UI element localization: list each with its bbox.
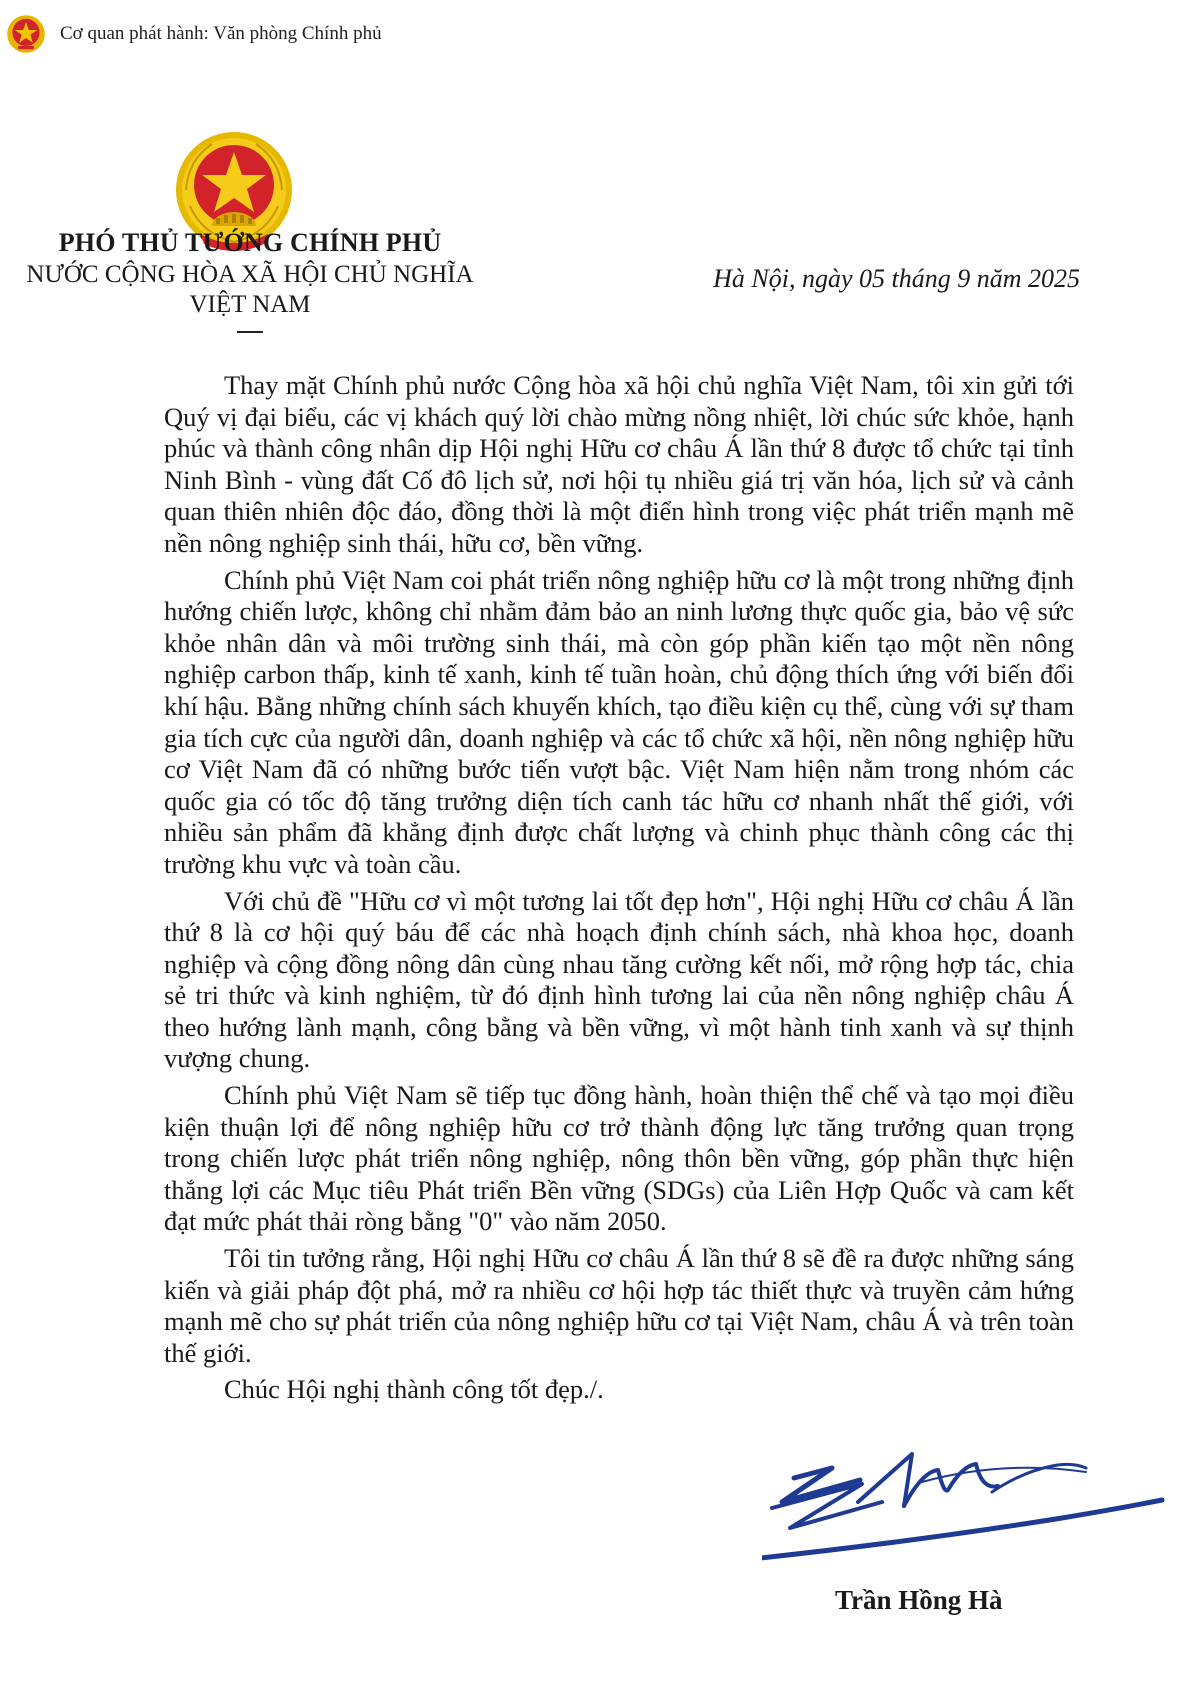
paragraph: Chính phủ Việt Nam coi phát triển nông nghiệp hữu cơ là một trong những định hướng chiến lược, không chỉ nhằm đảm bảo an ninh lương thực quốc gia, bảo vệ sức khỏe nhân dân và môi trường sinh thái, mà còn góp phần kiến tạo một nền nông nghiệp carbon thấp, kinh tế xanh, kinh tế tuần hoàn, chủ động thích ứng với biến đổi khí hậu. Bằng những chính sách khuyến khích, tạo điều kiện cụ thể, cùng với sự tham gia tích cực của người dân, doanh nghiệp và các tổ chức xã hội, nền nông nghiệp hữu cơ Việt Nam đã có những bước tiến vượt bậc. Việt Nam hiện nằm trong nhóm các quốc gia có tốc độ tăng trưởng diện tích canh tác hữu cơ nhanh nhất thế giới, với nhiều sản phẩm đã khẳng định được chất lượng và chinh phục thành công các thị trường khu vực và toàn cầu. (164, 564, 1074, 879)
country-name-line: NƯỚC CỘNG HÒA XÃ HỘI CHỦ NGHĨA (26, 261, 474, 288)
place-date: Hà Nội, ngày 05 tháng 9 năm 2025 (713, 264, 1080, 293)
state-emblem-icon (6, 14, 46, 54)
paragraph: Với chủ đề "Hữu cơ vì một tương lai tốt đẹp hơn", Hội nghị Hữu cơ châu Á lần thứ 8 là cơ hội quý báu để các nhà hoạch định chính sách, nhà khoa học, doanh nghiệp và cộng đồng nông dân cùng nhau tăng cường kết nối, mở rộng hợp tác, chia sẻ tri thức và kinh nghiệm, từ đó định hình tương lai của nền nông nghiệp châu Á theo hướng lành mạnh, công bằng và bền vững, vì một hành tinh xanh và sự thịnh vượng chung. (164, 885, 1074, 1074)
closing-paragraph: Chúc Hội nghị thành công tốt đẹp./. (224, 1374, 604, 1405)
letter-body (164, 370, 1074, 1411)
header-divider (237, 331, 263, 333)
issuing-agency-block (10, 226, 490, 333)
agency-title: PHÓ THỦ TƯỚNG CHÍNH PHỦ (58, 228, 442, 257)
paragraph: Thay mặt Chính phủ nước Cộng hòa xã hội chủ nghĩa Việt Nam, tôi xin gửi tới Quý vị đại biểu, các vị khách quý lời chào mừng nồng nhiệt, lời chúc sức khỏe, hạnh phúc và thành công nhân dịp Hội nghị Hữu cơ châu Á lần thứ 8 được tổ chức tại tỉnh Ninh Bình - vùng đất Cố đô lịch sử, nơi hội tụ nhiều giá trị văn hóa, lịch sử và cảnh quan thiên nhiên độc đáo, đồng thời là một điển hình trong việc phát triển mạnh mẽ nền nông nghiệp sinh thái, hữu cơ, bền vững. (164, 370, 1074, 558)
handwritten-signature (762, 1442, 1182, 1602)
issuer-text: Cơ quan phát hành: Văn phòng Chính phủ (60, 23, 382, 44)
country-name-line-2: VIỆT NAM (189, 291, 311, 318)
paragraph: Tôi tin tưởng rằng, Hội nghị Hữu cơ châu Á lần thứ 8 sẽ đề ra được những sáng kiến và giải pháp đột phá, mở ra nhiều cơ hội hợp tác thiết thực và truyền cảm hứng mạnh mẽ cho sự phát triển của nông nghiệp hữu cơ tại Việt Nam, châu Á và trên toàn thế giới. (164, 1243, 1074, 1368)
paragraph: Chính phủ Việt Nam sẽ tiếp tục đồng hành, hoàn thiện thể chế và tạo mọi điều kiện thuận lợi để nông nghiệp hữu cơ trở thành động lực tăng trưởng quan trọng trong chiến lược phát triển nông nghiệp, nông thôn bền vững, góp phần thực hiện thắng lợi các Mục tiêu Phát triển Bền vững (SDGs) của Liên Hợp Quốc và cam kết đạt mức phát thải ròng bằng "0" vào năm 2050. (164, 1080, 1074, 1237)
issuer-bar (6, 14, 382, 54)
signer-name: Trần Hồng Hà (835, 1585, 1003, 1615)
